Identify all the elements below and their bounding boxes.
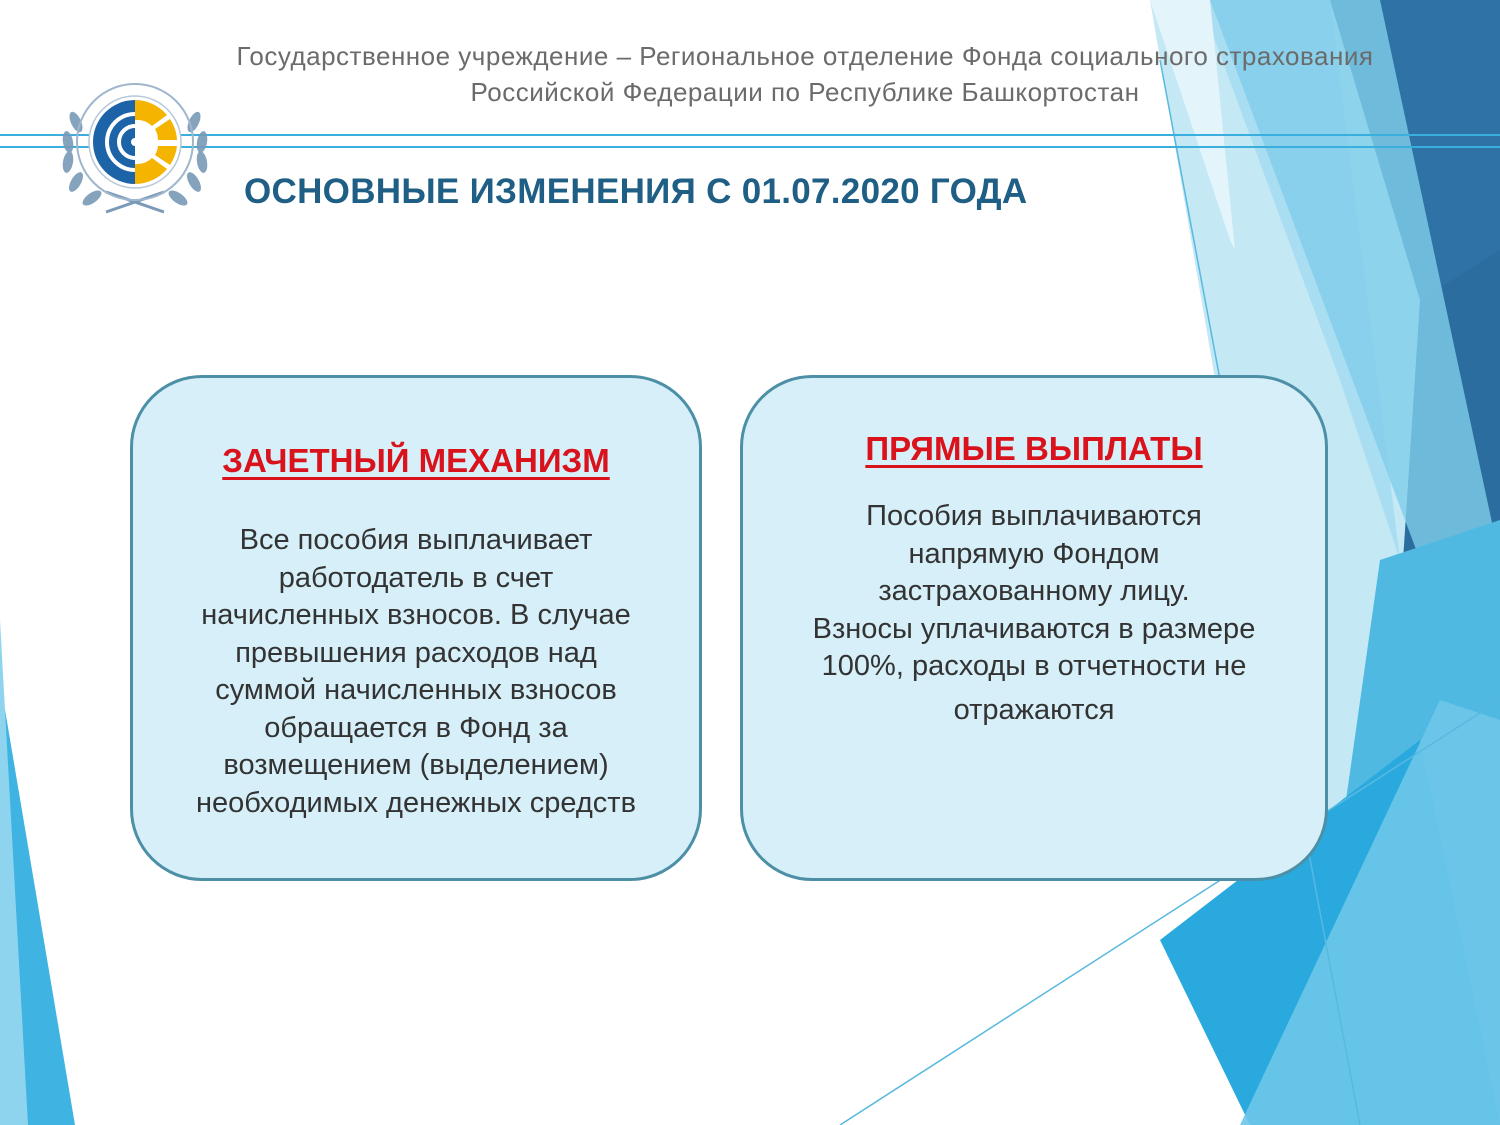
organization-name-line2: Российской Федерации по Республике Башкортостан — [470, 77, 1140, 107]
card-text-line: Пособия выплачиваются — [866, 500, 1202, 532]
header-rule-bottom — [0, 146, 1500, 148]
card-text-line: застрахованному лицу. — [878, 575, 1190, 607]
slide-title: ОСНОВНЫЕ ИЗМЕНЕНИЯ С 01.07.2020 ГОДА — [244, 172, 1028, 211]
card-text-direct-payments — [764, 498, 1304, 729]
card-direct-payments — [740, 375, 1328, 881]
card-text-line: 100%, расходы в отчетности не — [821, 650, 1247, 682]
organization-name — [150, 38, 1460, 110]
card-title-direct-payments: ПРЯМЫЕ ВЫПЛАТЫ — [865, 430, 1203, 467]
card-text-line: обращается в Фонд за — [264, 711, 568, 744]
organization-name-line1: Государственное учреждение – Региональное отделение Фонда социального страхования — [236, 41, 1374, 71]
card-text-line: необходимых денежных средств — [196, 786, 636, 819]
card-text-line: начисленных взносов. В случае — [201, 599, 631, 631]
card-text-line: Взносы уплачиваются в размере — [812, 612, 1256, 645]
card-offset-mechanism — [130, 375, 702, 881]
card-text-line: возмещением (выделением) — [223, 749, 609, 781]
card-text-line: отражаются — [953, 693, 1115, 726]
card-text-line: превышения расходов над — [235, 636, 597, 669]
card-text-offset-mechanism — [156, 522, 676, 822]
card-text-line: Все пособия выплачивает — [239, 524, 593, 556]
card-title-offset-mechanism: ЗАЧЕТНЫЙ МЕХАНИЗМ — [222, 442, 610, 479]
header-rule-top — [0, 134, 1500, 136]
card-text-line: суммой начисленных взносов — [215, 674, 617, 706]
card-text-line: работодатель в счет — [278, 561, 554, 594]
card-text-line: напрямую Фондом — [908, 537, 1160, 570]
